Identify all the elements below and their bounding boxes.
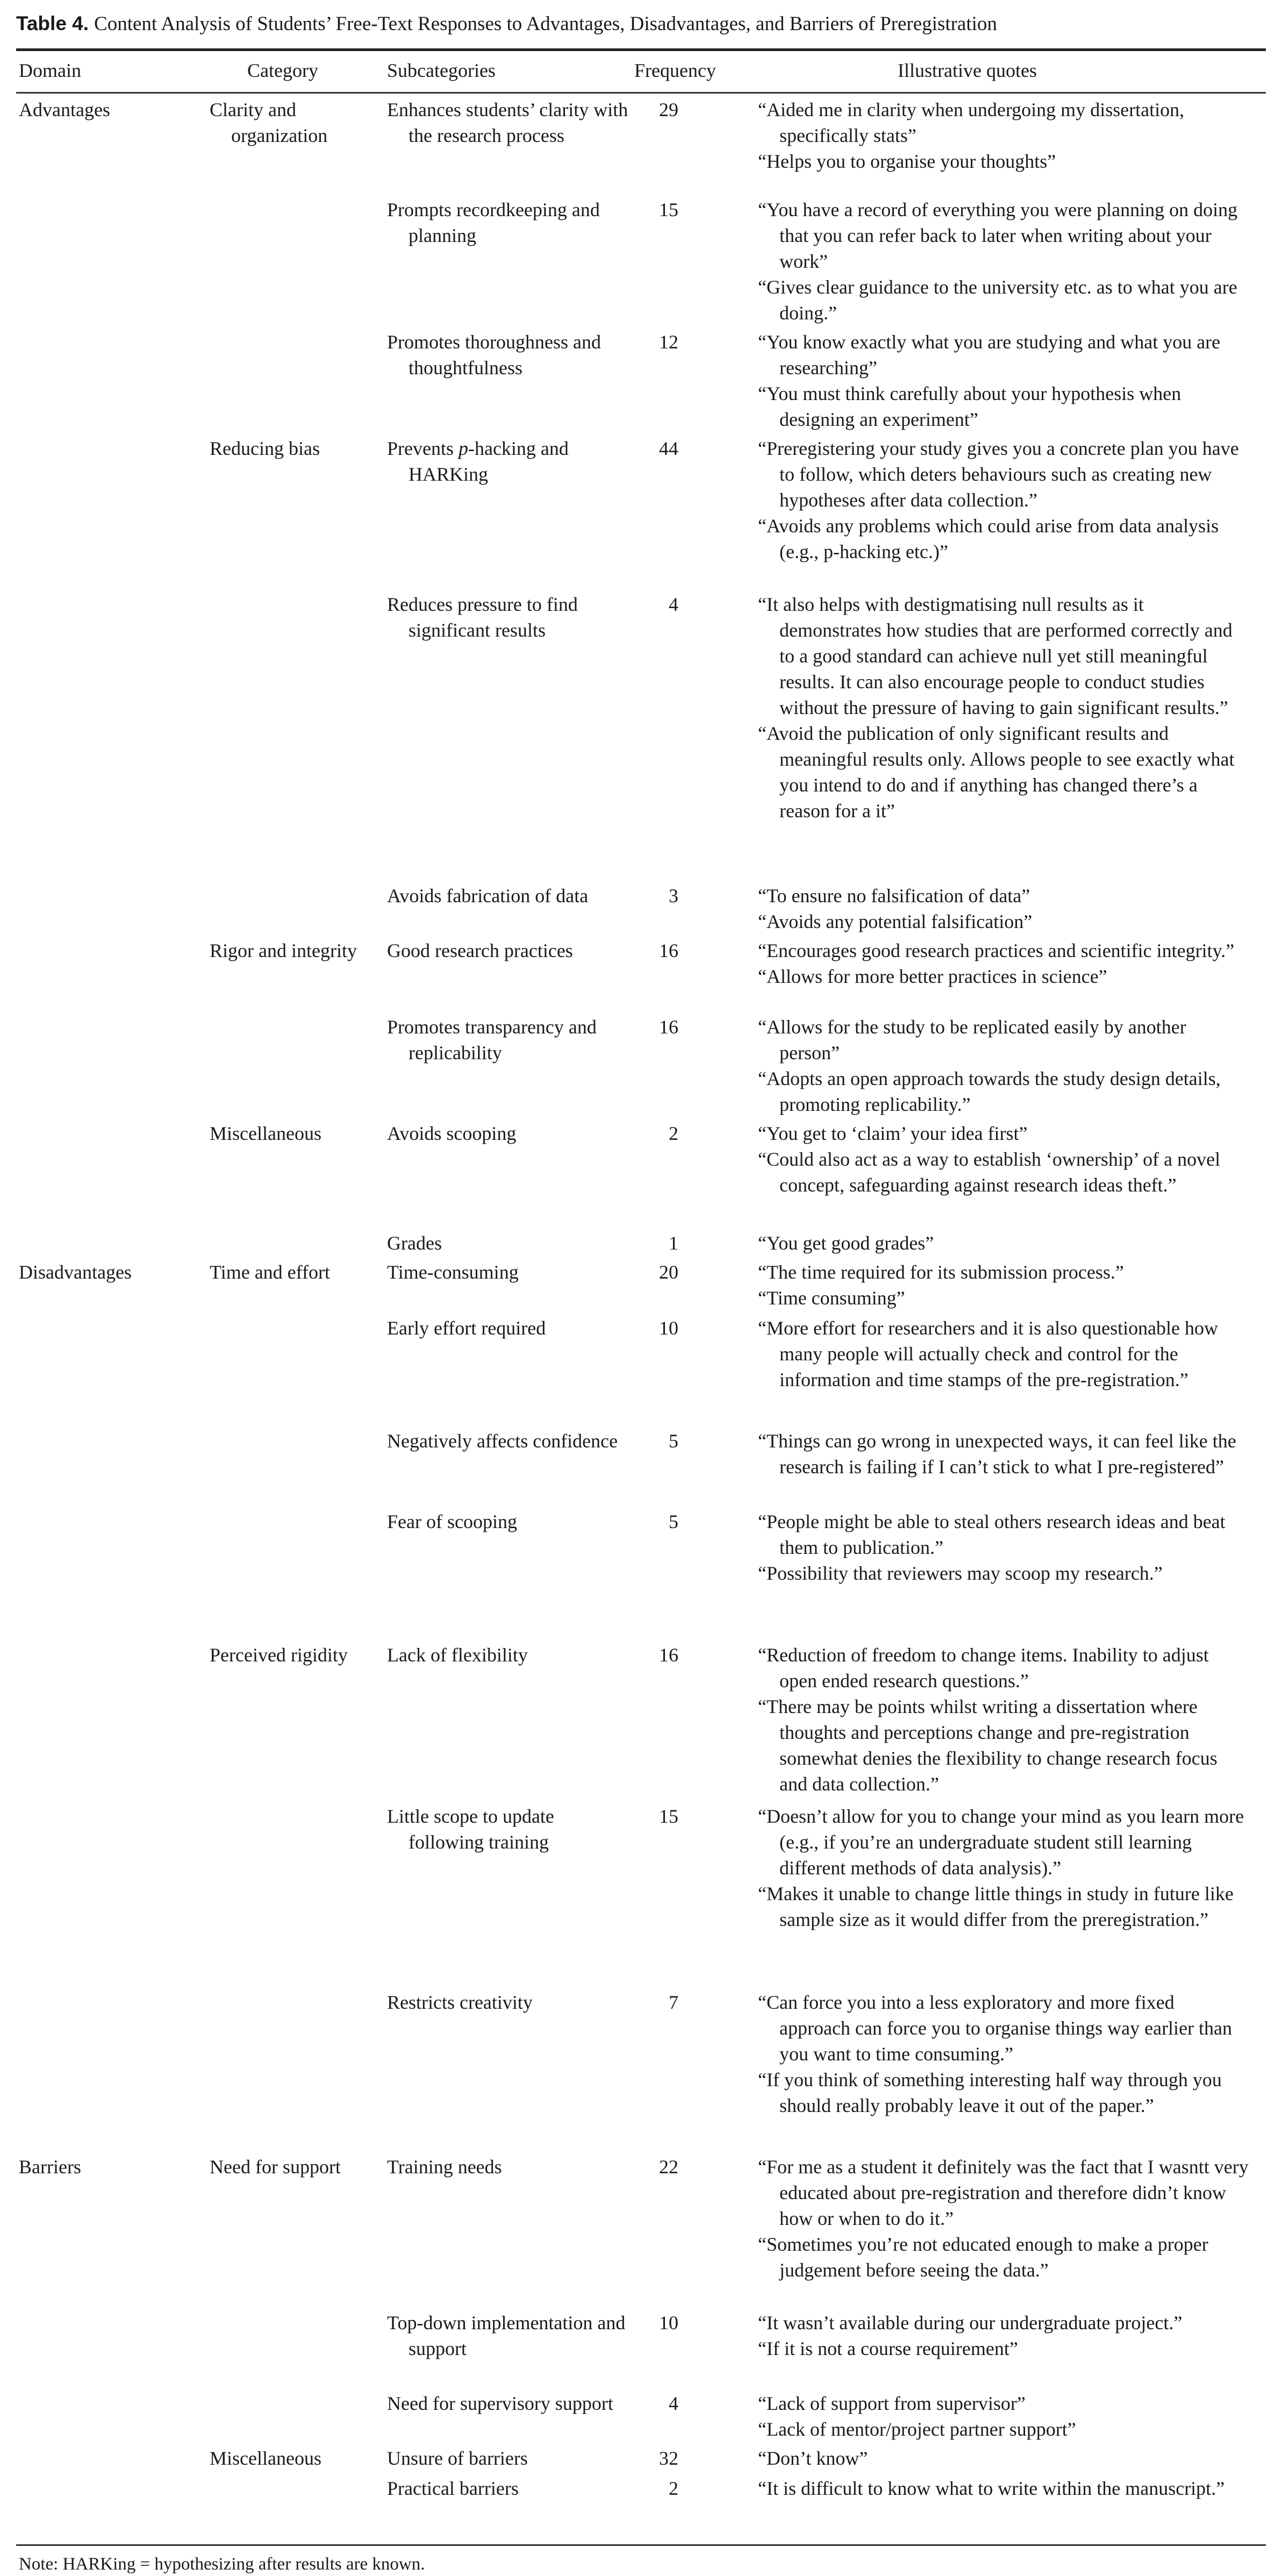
frequency-cell-text: 10: [659, 2312, 678, 2334]
quote: “Avoid the publication of only significant results and meaningful results only. Allows people to see exactly what you intend to do and if anything has changed there’s a reason for a it”: [758, 723, 1235, 822]
quote: “More effort for researchers and it is also questionable how many people will actually check and control for the information and time stamps of the pre-registration.”: [758, 1317, 1219, 1390]
domain-cell: [16, 1117, 199, 1227]
quotes-cell: [731, 1986, 1266, 2151]
subcategory-cell: [382, 1227, 629, 1256]
table-row: [16, 2387, 1266, 2442]
frequency-cell-text: 5: [669, 1511, 678, 1532]
frequency-cell-text: 7: [669, 1992, 678, 2013]
quote: “Possibility that reviewers may scoop my research.”: [758, 1562, 1163, 1584]
quote: “Lack of mentor/project partner support”: [758, 2418, 1076, 2440]
quotes-cell: [731, 934, 1266, 1011]
table-caption: [16, 0, 1266, 45]
quote: “You know exactly what you are studying and what you are researching”: [758, 331, 1221, 379]
quote: “Doesn’t allow for you to change your mind as you learn more (e.g., if you’re an undergraduate student still learning different methods of data analysis).”: [758, 1806, 1244, 1879]
category-cell: [199, 2442, 382, 2472]
subcategory-cell: [382, 94, 629, 194]
subcategory-cell: [382, 326, 629, 432]
frequency-cell-text: 12: [659, 331, 678, 353]
quote: “Gives clear guidance to the university etc. as to what you are doing.”: [758, 276, 1237, 324]
subcategory-fragment: p: [458, 438, 468, 459]
domain-cell-text: Barriers: [19, 2156, 81, 2178]
domain-cell: [16, 1011, 199, 1117]
category-cell: [199, 1312, 382, 1425]
frequency-cell-text: 5: [669, 1430, 678, 1452]
quotes-cell: [731, 194, 1266, 326]
quotes-cell: [731, 1256, 1266, 1312]
frequency-cell-text: 10: [659, 1317, 678, 1339]
subcategory-cell-text: Unsure of barriers: [387, 2447, 528, 2469]
category-cell-text: Miscellaneous: [210, 2447, 321, 2469]
domain-cell: [16, 94, 199, 194]
domain-cell: [16, 432, 199, 588]
domain-cell: [16, 2387, 199, 2442]
subcategory-cell-text: Need for supervisory support: [387, 2393, 613, 2414]
domain-cell: [16, 1505, 199, 1639]
category-cell: [199, 2472, 382, 2531]
table-row: [16, 1639, 1266, 1800]
quote: “Adopts an open approach towards the study design details, promoting replicability.”: [758, 1068, 1221, 1115]
subcategory-cell: [382, 2307, 629, 2387]
category-cell: [199, 94, 382, 194]
subcategory-cell: [382, 1505, 629, 1639]
quote: “You have a record of everything you were planning on doing that you can refer back to later when writing about your work”: [758, 199, 1238, 272]
table-row: [16, 432, 1266, 588]
quote: “Allows for more better practices in science”: [758, 966, 1107, 987]
quotes-cell: [731, 1800, 1266, 1986]
subcategory-cell: [382, 1639, 629, 1800]
quotes-cell: [731, 1505, 1266, 1639]
category-cell: [199, 1227, 382, 1256]
frequency-cell-text: 4: [669, 2393, 678, 2414]
category-cell: [199, 326, 382, 432]
category-cell: [199, 588, 382, 880]
frequency-cell-text: 16: [659, 1644, 678, 1666]
quotes-cell: [731, 2472, 1266, 2531]
quotes-cell: [731, 1425, 1266, 1505]
frequency-cell: [629, 1425, 731, 1505]
category-cell-text: Perceived rigidity: [210, 1644, 348, 1666]
category-cell: [199, 2151, 382, 2307]
quote: “Can force you into a less exploratory and more fixed approach can force you to organise things way earlier than you want to time consuming.”: [758, 1992, 1233, 2065]
frequency-cell: [629, 1312, 731, 1425]
subcategory-cell-text: Top-down implementation and support: [387, 2312, 626, 2359]
frequency-cell: [629, 2387, 731, 2442]
subcategory-cell-text: Time-consuming: [387, 1261, 519, 1283]
table-title: Content Analysis of Students’ Free-Text Responses to Advantages, Disadvantages, and Barriers of Preregistration: [94, 13, 997, 35]
subcategory-fragment: Prevents: [387, 438, 459, 459]
quote: “Avoids any potential falsification”: [758, 911, 1033, 932]
quote: “For me as a student it definitely was the fact that I wasntt very educated about pre-registration and therefore didn’t know how or when to do it.”: [758, 2156, 1249, 2229]
quote: “It wasn’t available during our undergraduate project.”: [758, 2312, 1183, 2334]
quote: “If you think of something interesting half way through you should really probably leave it out of the paper.”: [758, 2069, 1222, 2116]
frequency-cell-text: 44: [659, 438, 678, 459]
header-row: [16, 51, 1266, 92]
frequency-cell-text: 16: [659, 1016, 678, 1038]
frequency-cell: [629, 326, 731, 432]
domain-cell: [16, 1312, 199, 1425]
quotes-cell: [731, 2442, 1266, 2472]
domain-cell-text: Disadvantages: [19, 1261, 132, 1283]
subcategory-cell: [382, 1425, 629, 1505]
subcategory-fragment: -hacking and HARKing: [409, 438, 569, 485]
domain-cell: [16, 934, 199, 1011]
quote: “There may be points whilst writing a dissertation where thoughts and perceptions change and pre-registration somewhat denies the flexibility to change research focus and data collection.”: [758, 1696, 1217, 1795]
domain-cell: [16, 1986, 199, 2151]
category-cell: [199, 934, 382, 1011]
domain-cell: [16, 2307, 199, 2387]
table-row: [16, 2442, 1266, 2472]
header-domain: Domain: [19, 60, 81, 81]
quotes-cell: [731, 1117, 1266, 1227]
header-quotes: Illustrative quotes: [898, 60, 1037, 81]
subcategory-cell-text: Enhances students’ clarity with the research process: [387, 99, 628, 146]
quote: “People might be able to steal others research ideas and beat them to publication.”: [758, 1511, 1226, 1558]
domain-cell: [16, 588, 199, 880]
subcategory-cell-text: Lack of flexibility: [387, 1644, 528, 1666]
frequency-cell-text: 16: [659, 940, 678, 961]
domain-cell: [16, 1256, 199, 1312]
subcategory-cell: [382, 1011, 629, 1117]
table-row: [16, 1011, 1266, 1117]
table-row: [16, 588, 1266, 880]
frequency-cell: [629, 94, 731, 194]
frequency-cell-text: 1: [669, 1232, 678, 1254]
subcategory-cell: [382, 1256, 629, 1312]
subcategory-cell-text: Training needs: [387, 2156, 502, 2178]
subcategory-cell-text: Negatively affects confidence: [387, 1430, 618, 1452]
domain-cell: [16, 2442, 199, 2472]
quotes-cell: [731, 880, 1266, 934]
frequency-cell-text: 22: [659, 2156, 678, 2178]
category-cell-text: Need for support: [210, 2156, 341, 2178]
frequency-cell: [629, 880, 731, 934]
frequency-cell: [629, 432, 731, 588]
quote: “Things can go wrong in unexpected ways, it can feel like the research is failing if I can’t stick to what I pre-registered”: [758, 1430, 1236, 1478]
frequency-cell-text: 4: [669, 594, 678, 615]
frequency-cell: [629, 1227, 731, 1256]
domain-cell: [16, 1639, 199, 1800]
subcategory-cell-text: Avoids scooping: [387, 1123, 517, 1144]
table-row: [16, 2472, 1266, 2531]
table-row: [16, 1505, 1266, 1639]
quotes-cell: [731, 1011, 1266, 1117]
subcategory-cell-text: Avoids fabrication of data: [387, 885, 589, 907]
subcategory-cell: [382, 1312, 629, 1425]
quote: “Don’t know”: [758, 2447, 868, 2469]
quotes-cell: [731, 432, 1266, 588]
category-cell: [199, 1986, 382, 2151]
category-cell-text: Time and effort: [210, 1261, 330, 1283]
subcategory-cell: [382, 2472, 629, 2531]
frequency-cell-text: 29: [659, 99, 678, 120]
subcategory-cell: [382, 934, 629, 1011]
table-row: [16, 2151, 1266, 2307]
table-row: [16, 1425, 1266, 1505]
subcategory-cell-text: Promotes transparency and replicability: [387, 1016, 597, 1064]
table-row: [16, 880, 1266, 934]
quotes-cell: [731, 588, 1266, 880]
quote: “Aided me in clarity when undergoing my dissertation, specifically stats”: [758, 99, 1185, 146]
frequency-cell: [629, 934, 731, 1011]
frequency-cell-text: 2: [669, 2478, 678, 2499]
table-row: [16, 1800, 1266, 1986]
category-cell: [199, 880, 382, 934]
domain-cell: [16, 2472, 199, 2531]
frequency-cell: [629, 1639, 731, 1800]
table-row: [16, 326, 1266, 432]
category-cell: [199, 1639, 382, 1800]
frequency-cell-text: 15: [659, 1806, 678, 1827]
frequency-cell-text: 20: [659, 1261, 678, 1283]
subcategory-cell: [382, 1800, 629, 1986]
subcategory-cell-text: Restricts creativity: [387, 1992, 533, 2013]
domain-cell: [16, 194, 199, 326]
category-cell: [199, 2307, 382, 2387]
subcategory-cell-text: Reduces pressure to find significant results: [387, 594, 578, 641]
table-body: [16, 92, 1266, 2544]
domain-cell: [16, 1425, 199, 1505]
table-label: Table 4.: [16, 12, 89, 34]
quotes-cell: [731, 1639, 1266, 1800]
frequency-cell: [629, 2472, 731, 2531]
subcategory-cell-text: Practical barriers: [387, 2478, 519, 2499]
subcategory-cell: [382, 2151, 629, 2307]
frequency-cell: [629, 194, 731, 326]
quote: “You must think carefully about your hypothesis when designing an experiment”: [758, 383, 1181, 430]
quote: “Could also act as a way to establish ‘ownership’ of a novel concept, safeguarding against research ideas theft.”: [758, 1148, 1221, 1196]
quote: “You get to ‘claim’ your idea first”: [758, 1123, 1028, 1144]
table-row: [16, 1227, 1266, 1256]
quote: “Reduction of freedom to change items. Inability to adjust open ended research questions.”: [758, 1644, 1209, 1692]
frequency-cell: [629, 1011, 731, 1117]
subcategory-cell: [382, 2442, 629, 2472]
subcategory-cell: [382, 880, 629, 934]
subcategory-cell-text: Grades: [387, 1232, 442, 1254]
quotes-cell: [731, 2151, 1266, 2307]
quote: “Helps you to organise your thoughts”: [758, 151, 1056, 172]
frequency-cell-text: 15: [659, 199, 678, 220]
subcategory-cell-text: Fear of scooping: [387, 1511, 517, 1532]
quote: “Avoids any problems which could arise from data analysis (e.g., p-hacking etc.)”: [758, 515, 1219, 562]
quote: “Allows for the study to be replicated easily by another person”: [758, 1016, 1186, 1064]
quotes-cell: [731, 2387, 1266, 2442]
subcategory-cell-text: Prompts recordkeeping and planning: [387, 199, 600, 246]
subcategory-cell: [382, 194, 629, 326]
table-row: [16, 1312, 1266, 1425]
quote: “It is difficult to know what to write within the manuscript.”: [758, 2478, 1225, 2499]
quote: “The time required for its submission process.”: [758, 1261, 1124, 1283]
frequency-cell: [629, 1256, 731, 1312]
quote: “Preregistering your study gives you a concrete plan you have to follow, which deters behaviours such as creating new hypotheses after data collection.”: [758, 438, 1239, 511]
category-cell-text: Rigor and integrity: [210, 940, 357, 961]
subcategory-cell-text: [387, 436, 629, 487]
subcategory-cell: [382, 432, 629, 588]
table-row: [16, 2307, 1266, 2387]
quote: “To ensure no falsification of data”: [758, 885, 1030, 907]
quote: “Encourages good research practices and scientific integrity.”: [758, 940, 1235, 961]
frequency-cell: [629, 1505, 731, 1639]
table-row: [16, 1117, 1266, 1227]
quotes-cell: [731, 1312, 1266, 1425]
category-cell: [199, 1425, 382, 1505]
quotes-cell: [731, 1227, 1266, 1256]
category-cell: [199, 1505, 382, 1639]
category-cell: [199, 1800, 382, 1986]
category-cell: [199, 1011, 382, 1117]
header-frequency: Frequency: [634, 60, 716, 81]
quote: “Time consuming”: [758, 1287, 905, 1309]
quotes-cell: [731, 326, 1266, 432]
frequency-cell: [629, 1117, 731, 1227]
domain-cell: [16, 326, 199, 432]
content-analysis-table: [16, 51, 1266, 2544]
frequency-cell-text: 2: [669, 1123, 678, 1144]
header-category: Category: [247, 60, 318, 81]
category-cell-text: Reducing bias: [210, 438, 320, 459]
domain-cell: [16, 2151, 199, 2307]
quote: “It also helps with destigmatising null results as it demonstrates how studies that are performed correctly and to a good standard can achieve null yet still meaningful results. It can also encourage people to conduct studies without the pressure of having to gain significant results.”: [758, 594, 1233, 718]
domain-cell: [16, 1227, 199, 1256]
quote: “Sometimes you’re not educated enough to make a proper judgement before seeing the data.”: [758, 2234, 1208, 2281]
table-row: [16, 1256, 1266, 1312]
subcategory-cell-text: Early effort required: [387, 1317, 546, 1339]
frequency-cell: [629, 1800, 731, 1986]
frequency-cell: [629, 2307, 731, 2387]
category-cell-text: Miscellaneous: [210, 1123, 321, 1144]
frequency-cell-text: 32: [659, 2447, 678, 2469]
category-cell: [199, 2387, 382, 2442]
frequency-cell: [629, 1986, 731, 2151]
domain-cell-text: Advantages: [19, 99, 110, 120]
table-row: [16, 94, 1266, 194]
table-row: [16, 1986, 1266, 2151]
subcategory-cell-text: Promotes thoroughness and thoughtfulness: [387, 331, 601, 379]
subcategory-cell: [382, 588, 629, 880]
frequency-cell-text: 3: [669, 885, 678, 907]
subcategory-cell-text: Little scope to update following training: [387, 1806, 554, 1853]
frequency-cell: [629, 588, 731, 880]
header-subcategories: Subcategories: [387, 60, 496, 81]
table-row: [16, 934, 1266, 1011]
subcategory-cell: [382, 1117, 629, 1227]
domain-cell: [16, 1800, 199, 1986]
quotes-cell: [731, 94, 1266, 194]
domain-cell: [16, 880, 199, 934]
category-cell-text: Clarity and organization: [210, 99, 328, 146]
category-cell: [199, 1117, 382, 1227]
subcategory-cell-text: Good research practices: [387, 940, 573, 961]
quote: “You get good grades”: [758, 1232, 934, 1254]
table-note: Note: HARKing = hypothesizing after results are known.: [19, 2554, 425, 2574]
subcategory-cell: [382, 2387, 629, 2442]
frequency-cell: [629, 2151, 731, 2307]
category-cell: [199, 1256, 382, 1312]
table-row: [16, 194, 1266, 326]
quote: “Makes it unable to change little things in study in future like sample size as it would differ from the preregistration.”: [758, 1883, 1234, 1930]
subcategory-cell: [382, 1986, 629, 2151]
quote: “Lack of support from supervisor”: [758, 2393, 1026, 2414]
quote: “If it is not a course requirement”: [758, 2338, 1018, 2359]
category-cell: [199, 194, 382, 326]
frequency-cell: [629, 2442, 731, 2472]
quotes-cell: [731, 2307, 1266, 2387]
category-cell: [199, 432, 382, 588]
